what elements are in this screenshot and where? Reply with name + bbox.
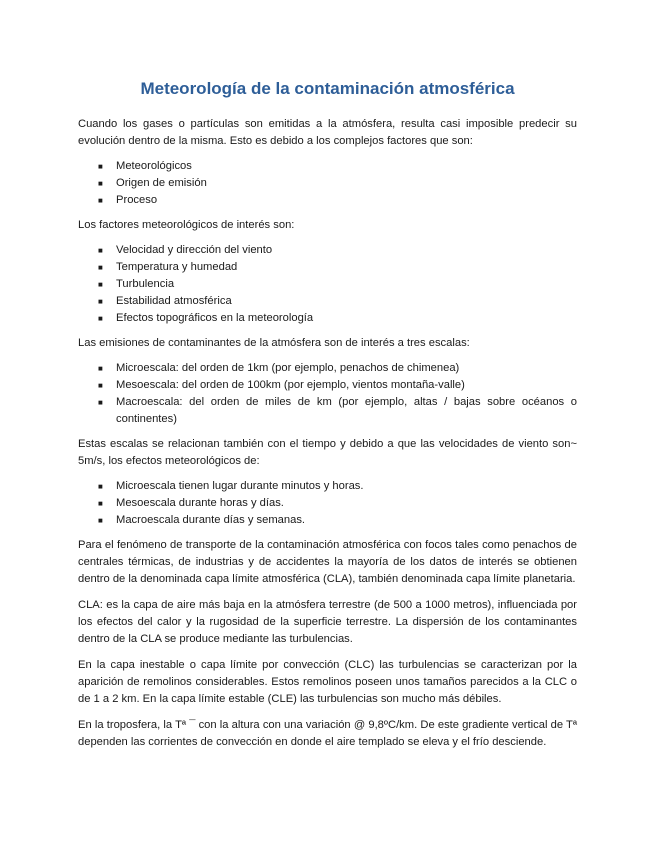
list-item: ■ Origen de emisión (78, 175, 577, 192)
list-item: ■ Efectos topográficos en la meteorología (78, 310, 577, 327)
troposphere-paragraph: En la troposfera, la Tª ¯ con la altura con una variación @ 9,8ºC/km. De este gradiente vertical de Tª dependen las corrientes de convección en donde el aire templado se eleva y el frío desciende. (78, 719, 577, 748)
bullet-icon: ■ (98, 162, 103, 171)
bullet-icon: ■ (98, 398, 103, 407)
list-item: ■ Mesoescala: del orden de 100km (por ejemplo, vientos montaña-valle) (78, 377, 577, 394)
meteo-factors-list (78, 242, 577, 327)
factors-list (78, 158, 577, 209)
list-item: ■ Temperatura y humedad (78, 259, 577, 276)
list-item: ■ Velocidad y dirección del viento (78, 242, 577, 259)
list-item: ■ Turbulencia (78, 276, 577, 293)
list-item: ■ Microescala tienen lugar durante minutos y horas. (78, 478, 577, 495)
bullet-icon: ■ (98, 280, 103, 289)
bullet-icon: ■ (98, 246, 103, 255)
list-item: ■ Proceso (78, 192, 577, 209)
scales-intro-paragraph: Las emisiones de contaminantes de la atmósfera son de interés a tres escalas: (78, 337, 470, 349)
bullet-icon: ■ (98, 516, 103, 525)
bullet-icon: ■ (98, 314, 103, 323)
time-scales-list (78, 478, 577, 529)
scales-list (78, 360, 577, 428)
list-item: ■ Meteorológicos (78, 158, 577, 175)
intro-paragraph: Cuando los gases o partículas son emitidas a la atmósfera, resulta casi imposible predecir su evolución dentro de la misma. Esto es debido a los complejos factores que son: (78, 118, 577, 147)
time-intro-paragraph: Estas escalas se relacionan también con el tiempo y debido a que las velocidades de viento son~ 5m/s, los efectos meteorológicos de: (78, 438, 577, 467)
list-item: ■ Estabilidad atmosférica (78, 293, 577, 310)
bullet-icon: ■ (98, 179, 103, 188)
clc-paragraph: En la capa inestable o capa límite por convección (CLC) las turbulencias se caracterizan por la aparición de remolinos considerables. Estos remolinos poseen unos tamaños parecidos a la CLC o de 1 a 2 km. En la capa límite estable (CLE) las turbulencias son mucho más débiles. (78, 659, 577, 705)
bullet-icon: ■ (98, 196, 103, 205)
bullet-icon: ■ (98, 364, 103, 373)
list-item: ■ Mesoescala durante horas y días. (78, 495, 577, 512)
bullet-icon: ■ (98, 297, 103, 306)
page-title: Meteorología de la contaminación atmosférica (140, 79, 515, 98)
cla-paragraph: CLA: es la capa de aire más baja en la atmósfera terrestre (de 500 a 1000 metros), influenciada por los efectos del calor y la rugosidad de la superficie terrestre. La dispersión de los contaminantes dentro de la CLA se produce mediante las turbulencias. (78, 599, 577, 645)
transport-paragraph: Para el fenómeno de transporte de la contaminación atmosférica con focos tales como penachos de centrales térmicas, de industrias y de accidentes la mayoría de los datos de interés se obtienen dentro de la denominada capa límite atmosférica (CLA), también denominada capa límite planetaria. (78, 539, 577, 585)
list-item: ■ Macroescala durante días y semanas. (78, 512, 577, 529)
bullet-icon: ■ (98, 499, 103, 508)
meteo-intro-paragraph: Los factores meteorológicos de interés son: (78, 219, 295, 231)
list-item: ■ Macroescala: del orden de miles de km (por ejemplo, altas / bajas sobre océanos o continentes) (98, 396, 577, 425)
list-item: ■ Microescala: del orden de 1km (por ejemplo, penachos de chimenea) (78, 360, 577, 377)
bullet-icon: ■ (98, 482, 103, 491)
bullet-icon: ■ (98, 381, 103, 390)
bullet-icon: ■ (98, 263, 103, 272)
